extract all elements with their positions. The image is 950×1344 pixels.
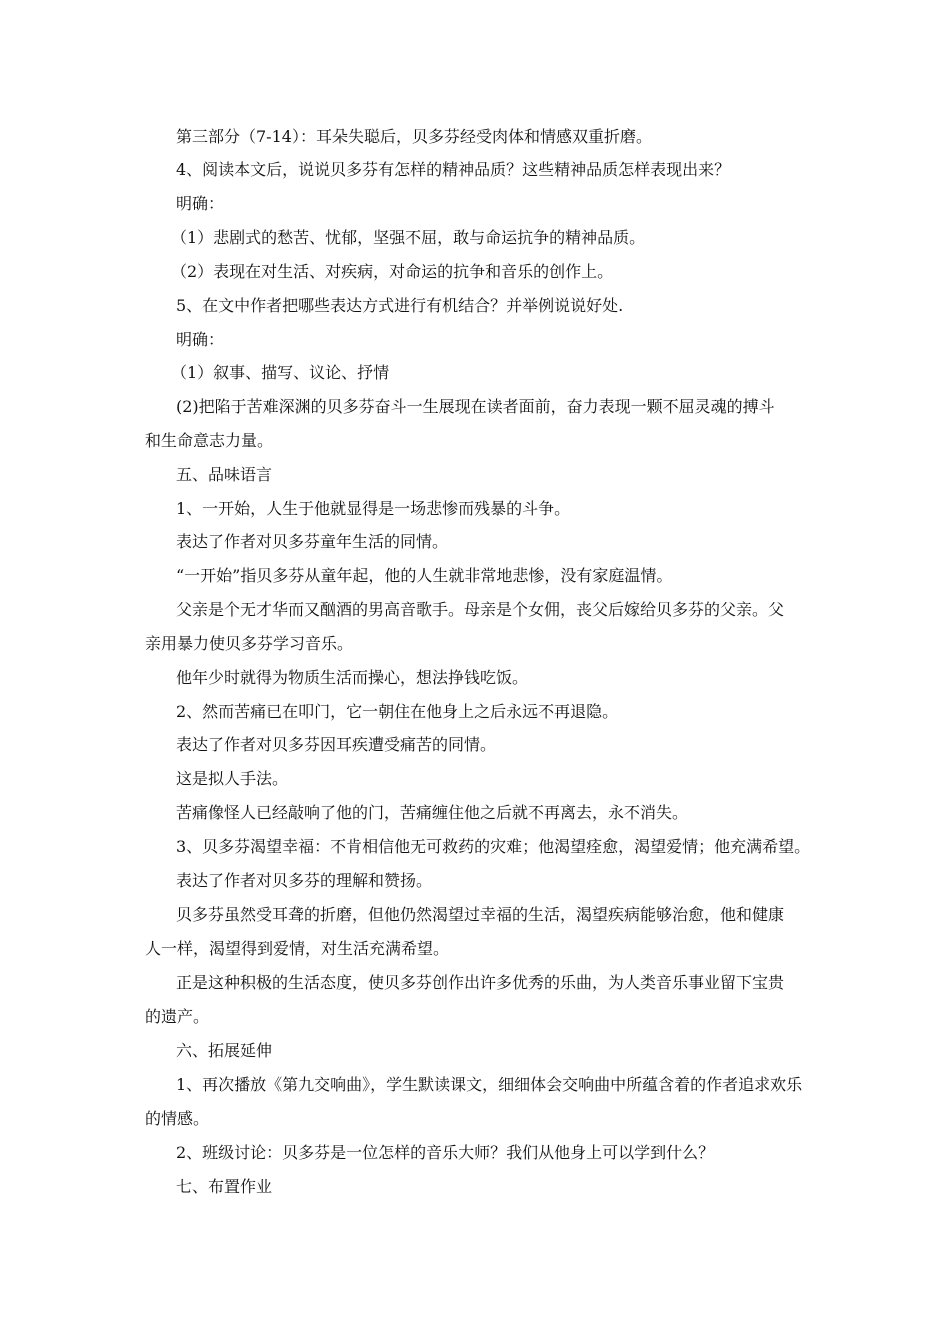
- text-line: 表达了作者对贝多芬童年生活的同情。: [176, 532, 449, 551]
- text-line: 贝多芬虽然受耳聋的折磨，但他仍然渴望过幸福的生活，渴望疾病能够治愈，他和健康: [176, 905, 785, 924]
- text-line: 2、班级讨论：贝多芬是一位怎样的音乐大师？我们从他身上可以学到什么？: [176, 1143, 715, 1162]
- text-line: 他年少时就得为物质生活而操心，想法挣钱吃饭。: [176, 668, 529, 687]
- text-line: “一开始”指贝多芬从童年起，他的人生就非常地悲惨，没有家庭温情。: [176, 566, 673, 585]
- text-line: 人一样，渴望得到爱情，对生活充满希望。: [145, 939, 450, 958]
- section-heading: 五、品味语言: [176, 465, 273, 484]
- question-line: 5、在文中作者把哪些表达方式进行有机结合？并举例说说好处.: [176, 296, 624, 315]
- text-line: 的遗产。: [145, 1007, 210, 1026]
- answer-item: (2)把陷于苦难深渊的贝多芬奋斗一生展现在读者面前，奋力表现一颗不屈灵魂的搏斗: [176, 397, 775, 416]
- text-line: 和生命意志力量。: [145, 431, 274, 450]
- answer-label: 明确：: [176, 194, 225, 213]
- answer-item: （1）叙事、描写、议论、抒情: [171, 363, 390, 382]
- quote-line: 3、贝多芬渴望幸福：不肯相信他无可救药的灾难；他渴望痊愈，渴望爱情；他充满希望。: [176, 837, 811, 856]
- text-line: 的情感。: [145, 1109, 210, 1128]
- text-line: 苦痛像怪人已经敲响了他的门，苦痛缠住他之后就不再离去，永不消失。: [176, 803, 689, 822]
- answer-item: （2）表现在对生活、对疾病，对命运的抗争和音乐的创作上。: [171, 262, 614, 281]
- text-line: 亲用暴力使贝多芬学习音乐。: [145, 634, 354, 653]
- text-line: 正是这种积极的生活态度，使贝多芬创作出许多优秀的乐曲，为人类音乐事业留下宝贵: [176, 973, 785, 992]
- answer-item: （1）悲剧式的愁苦、忧郁，坚强不屈，敢与命运抗争的精神品质。: [171, 228, 646, 247]
- question-line: 4、阅读本文后，说说贝多芬有怎样的精神品质？这些精神品质怎样表现出来？: [176, 160, 731, 179]
- text-line: 父亲是个无才华而又酗酒的男高音歌手。母亲是个女佣，丧父后嫁给贝多芬的父亲。父: [176, 600, 785, 619]
- quote-line: 2、然而苦痛已在叩门，它一朝住在他身上之后永远不再退隐。: [176, 702, 619, 721]
- quote-line: 1、一开始，人生于他就显得是一场悲惨而残暴的斗争。: [176, 499, 571, 518]
- section-heading: 七、布置作业: [176, 1177, 273, 1196]
- text-line: 表达了作者对贝多芬因耳疾遭受痛苦的同情。: [176, 735, 497, 754]
- section-heading: 六、拓展延伸: [176, 1041, 273, 1060]
- text-line: 1、再次播放《第九交响曲》，学生默读课文，细细体会交响曲中所蕴含着的作者追求欢乐: [176, 1075, 803, 1094]
- text-line: 第三部分（7-14）：耳朵失聪后，贝多芬经受肉体和情感双重折磨。: [176, 127, 652, 146]
- answer-label: 明确：: [176, 330, 225, 349]
- text-line: 表达了作者对贝多芬的理解和赞扬。: [176, 871, 433, 890]
- text-line: 这是拟人手法。: [176, 769, 289, 788]
